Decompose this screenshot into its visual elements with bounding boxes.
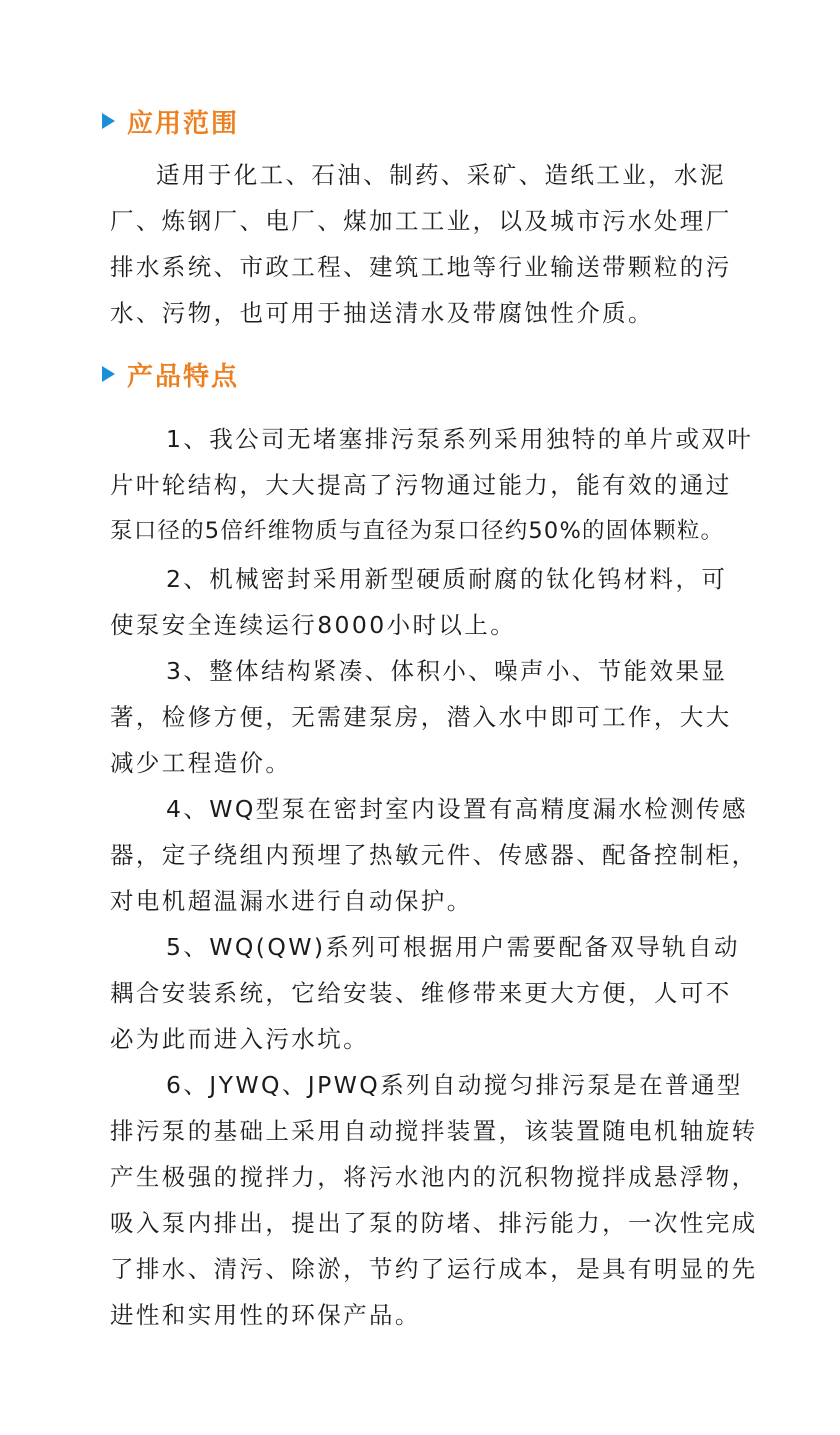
text-line: 了排水、清污、除淤，节约了运行成本，是具有明显的先 [110, 1255, 758, 1283]
text-line: 产生极强的搅拌力，将污水池内的沉积物搅拌成悬浮物， [110, 1163, 758, 1191]
text-line: 排污泵的基础上采用自动搅拌装置，该装置随电机轴旋转 [110, 1117, 758, 1145]
text-line: 片叶轮结构，大大提高了污物通过能力，能有效的通过 [110, 471, 732, 499]
text-line: 著，检修方便，无需建泵房，潜入水中即可工作，大大 [110, 703, 732, 731]
feature-item-6 [110, 1062, 790, 1338]
feature-item-2 [110, 556, 790, 648]
text-line: 适用于化工、石油、制药、采矿、造纸工业，水泥 [156, 161, 726, 189]
section-heading-application [102, 101, 239, 141]
text-line: 器，定子绕组内预埋了热敏元件、传感器、配备控制柜， [110, 841, 758, 869]
play-triangle-icon [102, 113, 115, 129]
text-line: 6、JYWQ、JPWQ系列自动搅匀排污泵是在普通型 [166, 1071, 743, 1099]
text-line: 水、污物，也可用于抽送清水及带腐蚀性介质。 [110, 299, 654, 327]
text-line: 进性和实用性的环保产品。 [110, 1301, 421, 1329]
text-line: 排水系统、市政工程、建筑工地等行业输送带颗粒的污 [110, 253, 732, 281]
text-line: 吸入泵内排出，提出了泵的防堵、排污能力，一次性完成 [110, 1209, 758, 1237]
section-title: 产品特点 [127, 361, 240, 392]
text-line: 厂、炼钢厂、电厂、煤加工工业，以及城市污水处理厂 [110, 207, 732, 235]
play-triangle-icon [102, 366, 115, 382]
feature-item-4 [110, 786, 790, 924]
paragraph [110, 152, 790, 336]
text-line: 5、WQ(QW)系列可根据用户需要配备双导轨自动 [166, 933, 740, 961]
text-line: 耦合安装系统，它给安装、维修带来更大方便，人可不 [110, 979, 732, 1007]
text-line: 必为此而进入污水坑。 [110, 1025, 369, 1053]
text-line: 对电机超温漏水进行自动保护。 [110, 887, 473, 915]
text-line: 4、WQ型泵在密封室内设置有高精度漏水检测传感 [166, 795, 748, 823]
text-line: 1、我公司无堵塞排污泵系列采用独特的单片或双叶 [166, 425, 754, 453]
feature-item-5 [110, 924, 790, 1062]
feature-item-1 [110, 416, 790, 554]
section-title: 应用范围 [127, 108, 240, 139]
text-line: 3、整体结构紧凑、体积小、噪声小、节能效果显 [166, 657, 728, 685]
text-line: 泵口径的5倍纤维物质与直径为泵口径约50%的固体颗粒。 [110, 518, 725, 544]
application-scope-text [110, 152, 790, 336]
feature-item-3 [110, 648, 790, 786]
text-line: 使泵安全连续运行8000小时以上。 [110, 611, 517, 639]
text-line: 减少工程造价。 [110, 749, 292, 777]
section-heading-features [102, 354, 239, 394]
text-line: 2、机械密封采用新型硬质耐腐的钛化钨材料，可 [166, 565, 728, 593]
